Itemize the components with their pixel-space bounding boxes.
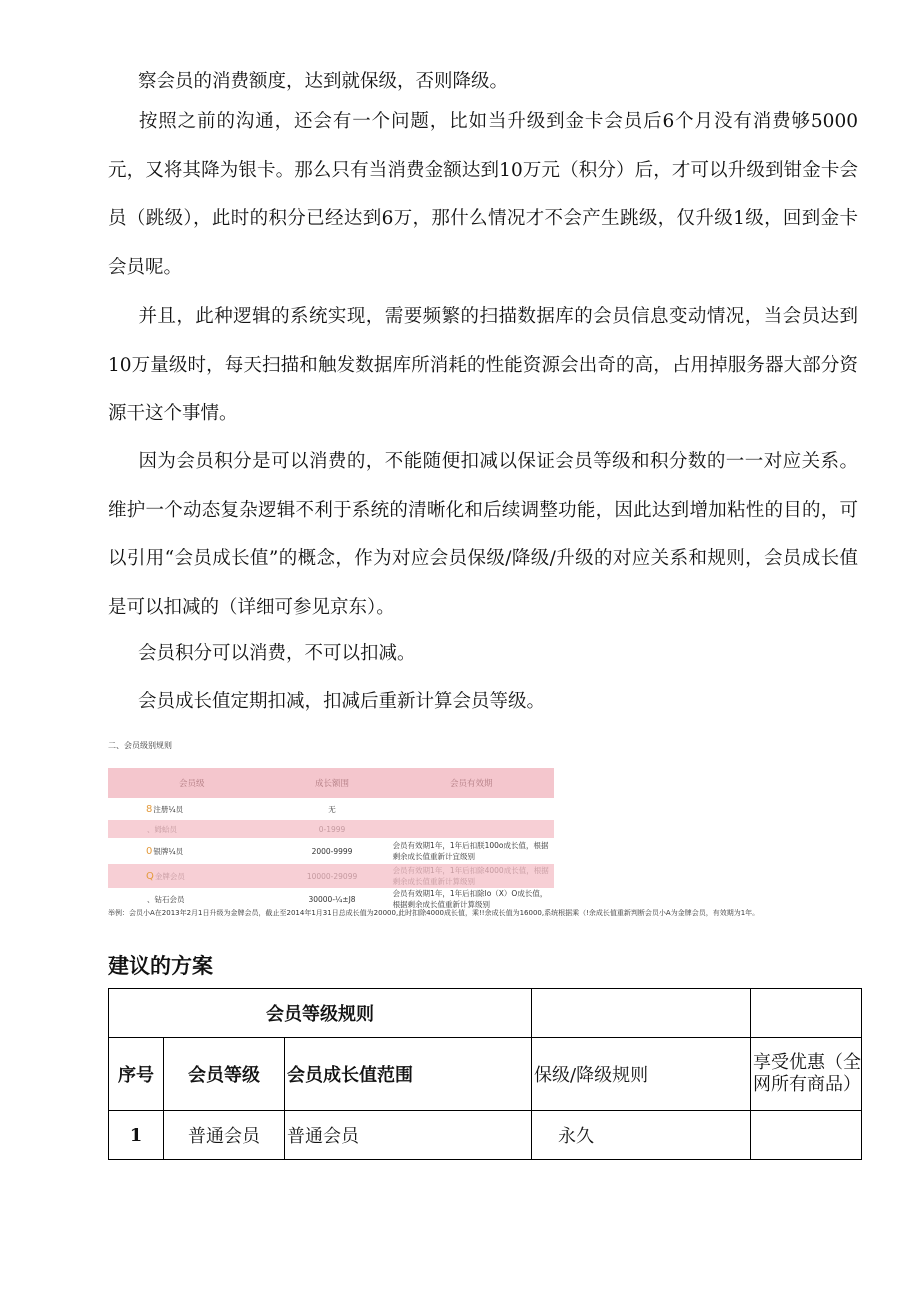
rules-table-title: 会员等级规则 bbox=[109, 989, 532, 1038]
level-cell bbox=[108, 820, 276, 838]
header-rule: 保级/降级规则 bbox=[532, 1038, 751, 1111]
empty-cell bbox=[532, 989, 751, 1038]
validity-cell: 会员有效期1年，1年后扣朕100o成长值，根据剩余成长值重新计宜级别 bbox=[389, 838, 554, 864]
level-cell bbox=[108, 838, 276, 864]
member-level-figure bbox=[108, 736, 828, 926]
level-name: 银牌¼员 bbox=[153, 846, 184, 856]
level-name: 、姆蛤员 bbox=[147, 824, 177, 834]
validity-cell bbox=[389, 798, 554, 820]
row-level: 普通会员 bbox=[164, 1111, 285, 1160]
header-range: 成长额围 bbox=[276, 768, 389, 798]
paragraph-2-text: 按照之前的沟通，还会有一个问题，比如当升级到金卡会员后6个月没有消费够5000元，又将其降为银卡。那么只有当消费金额达到10万元（积分）后，才可以升级到钳金卡会员（跳级），此时的积分已经达到6万，那什么情况才不会产生跳级，仅升级1级，回到金卡会员呢。 bbox=[108, 111, 858, 278]
paragraph-3-text: 并且，此种逻辑的系统实现，需要频繁的扫描数据库的会员信息变动情况，当会员达到10万量级时，每天扫描和触发数据库所消耗的性能资源会出奇的高，占用掉服务器大部分资源干这个事情。 bbox=[108, 306, 858, 424]
table-row bbox=[108, 888, 554, 910]
paragraph-4 bbox=[108, 438, 858, 632]
range-cell: 无 bbox=[276, 798, 389, 820]
table-header-row bbox=[108, 768, 554, 798]
range-cell: 2000-9999 bbox=[276, 838, 389, 864]
paragraph-6-text: 会员成长值定期扣减，扣减后重新计算会员等级。 bbox=[138, 691, 546, 712]
badge-icon: 0 bbox=[146, 845, 153, 857]
table-row bbox=[108, 864, 554, 888]
header-benefit: 享受优惠（全网所有商品） bbox=[751, 1038, 862, 1111]
row-no: 1 bbox=[109, 1111, 164, 1160]
table-row bbox=[108, 820, 554, 838]
header-level: 会员等级 bbox=[164, 1038, 285, 1111]
validity-cell bbox=[389, 820, 554, 838]
header-validity: 会员有效期 bbox=[389, 768, 554, 798]
table-row bbox=[108, 798, 554, 820]
empty-cell bbox=[751, 989, 862, 1038]
paragraph-2 bbox=[108, 98, 858, 292]
paragraph-1-text: 察会员的消费额度，达到就保级，否则降级。 bbox=[138, 71, 509, 92]
member-level-table bbox=[108, 768, 554, 910]
row-range: 普通会员 bbox=[285, 1111, 532, 1160]
paragraph-6 bbox=[108, 678, 858, 727]
rules-title-row bbox=[109, 989, 862, 1038]
range-cell: 0-1999 bbox=[276, 820, 389, 838]
validity-cell: 会员有效期1年，1年后扣除lo（X）O成长值，根据剩余成长值重新计算级别 bbox=[389, 888, 554, 910]
level-name: 注册¼员 bbox=[153, 804, 184, 814]
level-cell bbox=[108, 798, 276, 820]
range-cell: 30000-¼±J8 bbox=[276, 888, 389, 910]
range-cell: 10000-29099 bbox=[276, 864, 389, 888]
row-rule: 永久 bbox=[532, 1111, 751, 1160]
level-name: 、钻石会员 bbox=[147, 894, 185, 904]
figure-title: 二、会员级别规则 bbox=[108, 741, 172, 750]
level-cell bbox=[108, 888, 276, 910]
badge-icon: 8 bbox=[146, 803, 153, 815]
header-level: 会员级 bbox=[108, 768, 276, 798]
level-cell bbox=[108, 864, 276, 888]
validity-cell: 会员有效期1年，1年后扣除4000成长值，根据剩余成长值重新计算级别 bbox=[389, 864, 554, 888]
rules-header-row bbox=[109, 1038, 862, 1111]
header-no: 序号 bbox=[109, 1038, 164, 1111]
rules-table bbox=[108, 988, 862, 1160]
row-benefit bbox=[751, 1111, 862, 1160]
figure-note: 举例：会员小A在2013年2月1日升级为金牌会员，截止至2014年1月31日总成长值为20000,此时扣除4000成长值，乘!!余成长值为16000,系统根据乘（!余成长值重新判断会员小A为金牌会员，有效期为1年。 bbox=[108, 909, 760, 917]
badge-icon: Q bbox=[146, 870, 154, 882]
level-name: 金牌会员 bbox=[154, 871, 185, 881]
paragraph-5-text: 会员积分可以消费，不可以扣减。 bbox=[138, 643, 416, 664]
section-title: 建议的方案 bbox=[108, 953, 213, 978]
header-range: 会员成长值范围 bbox=[285, 1038, 532, 1111]
paragraph-3 bbox=[108, 293, 858, 439]
paragraph-4-text: 因为会员积分是可以消费的，不能随便扣减以保证会员等级和积分数的一一对应关系。维护一个动态复杂逻辑不利于系统的清晰化和后续调整功能，因此达到增加粘性的目的，可以引用“会员成长值”的概念，作为对应会员保级/降级/升级的对应关系和规则，会员成长值是可以扣减的（详细可参见京东）。 bbox=[108, 451, 858, 618]
table-row bbox=[108, 838, 554, 864]
table-row bbox=[109, 1111, 862, 1160]
paragraph-5 bbox=[108, 630, 858, 679]
